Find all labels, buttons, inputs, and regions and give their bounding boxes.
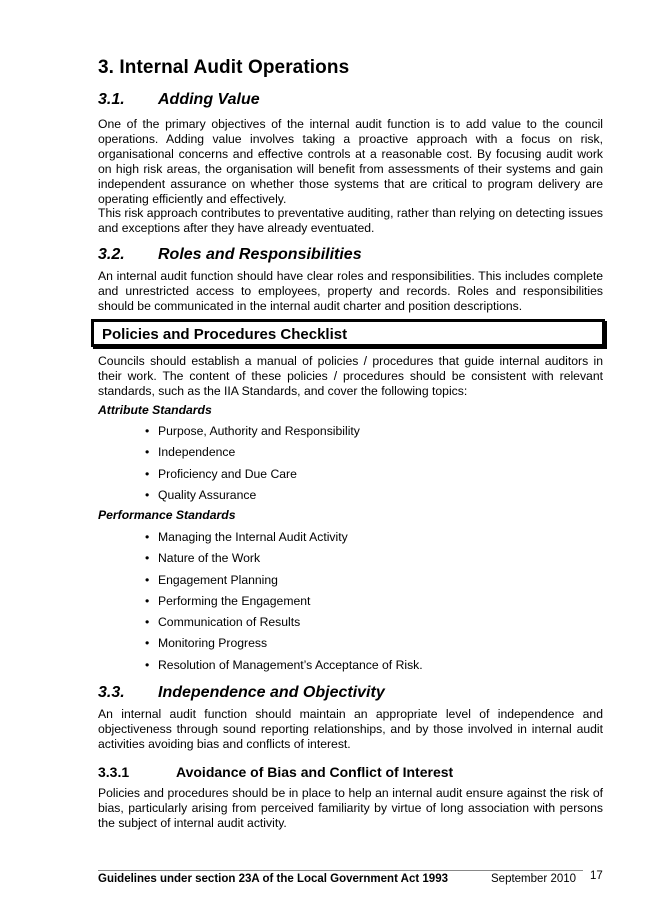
footer-divider [98,870,583,871]
bullet-icon: • [145,530,150,544]
bullet-icon: • [145,466,150,481]
performance-standards-heading: Performance Standards [98,508,236,522]
list-item: • Monitoring Progress [145,636,268,651]
list-item: • Performing the Engagement [145,593,311,608]
paragraph-avoidance-of-bias: Policies and procedures should be in place to help an internal audit ensure against the risk of bias, particularly arising from perceived familiarity by virtue of long association with persons the subject of internal audit activity. [98,786,603,830]
list-item: • Engagement Planning [145,572,278,587]
section-number: 3.1. [98,91,125,108]
bullet-icon: • [145,572,150,587]
list-item: • Managing the Internal Audit Activity [145,530,348,544]
section-number: 3.3.1 [98,764,130,780]
checklist-title-box [91,319,605,347]
section-number: 3.2. [98,246,125,263]
attribute-standards-heading: Attribute Standards [98,403,212,417]
footer-document-title: Guidelines under section 23A of the Local Government Act 1993 [98,873,448,885]
list-item: • Nature of the Work [145,551,261,566]
bullet-icon: • [145,593,150,608]
section-number: 3.3. [98,684,125,701]
paragraph-independence: An internal audit function should maintain an appropriate level of independence and objectiveness through sound reporting relationships, and by those involved in internal audit activities avoiding bias and conflicts of interest. [98,707,603,751]
attribute-standards-list [98,424,603,509]
list-item: • Communication of Results [145,615,301,630]
list-item: • Purpose, Authority and Responsibility [145,424,360,438]
list-item: • Resolution of Management’s Acceptance of Risk. [145,657,423,672]
checklist-title: Policies and Procedures Checklist [102,326,348,343]
list-item: • Quality Assurance [145,487,257,502]
paragraph-adding-value-1: One of the primary objectives of the internal audit function is to add value to the council operations. Adding value involves taking a proactive approach with a focus on risk, organisational concerns and effective controls at a reasonable cost. By focusing audit work on high risk areas, the organisation will benefit from assessments of their systems and gain independent assurance on whether those systems that are critical to program delivery are operating efficiently and effectively. [98,117,603,206]
list-item: • Proficiency and Due Care [145,466,297,481]
page-number: 17 [590,870,603,882]
bullet-icon: • [145,551,150,566]
section-heading-3-1 [98,91,603,111]
bullet-icon: • [145,487,150,502]
paragraph-roles: An internal audit function should have clear roles and responsibilities. This includes complete and unrestricted access to employees, property and records. Roles and responsibilities should be communicated in the internal audit charter and position descriptions. [98,269,603,313]
bullet-icon: • [145,445,150,460]
performance-standards-list [98,530,603,679]
list-item: • Independence [145,445,236,460]
bullet-icon: • [145,615,150,630]
footer-date: September 2010 [491,873,577,885]
section-title: Roles and Responsibilities [158,246,362,263]
checklist-intro: Councils should establish a manual of policies / procedures that guide internal auditors in their work. The content of these policies / procedures should be consistent with relevant standards, such as the IIA Standards, and cover the following topics: [98,354,603,398]
section-title: Adding Value [158,91,260,108]
section-title: Avoidance of Bias and Conflict of Interest [176,764,454,780]
section-heading-3-3 [98,684,603,704]
section-heading-3-2 [98,246,603,266]
paragraph-adding-value-2: This risk approach contributes to preventative auditing, rather than relying on detecting issues and exceptions after they have already eventuated. [98,206,603,235]
bullet-icon: • [145,657,150,672]
bullet-icon: • [145,424,150,438]
section-heading-3-3-1 [98,764,603,782]
bullet-icon: • [145,636,150,651]
section-title: Independence and Objectivity [158,684,385,701]
page-heading: 3. Internal Audit Operations [98,57,350,78]
